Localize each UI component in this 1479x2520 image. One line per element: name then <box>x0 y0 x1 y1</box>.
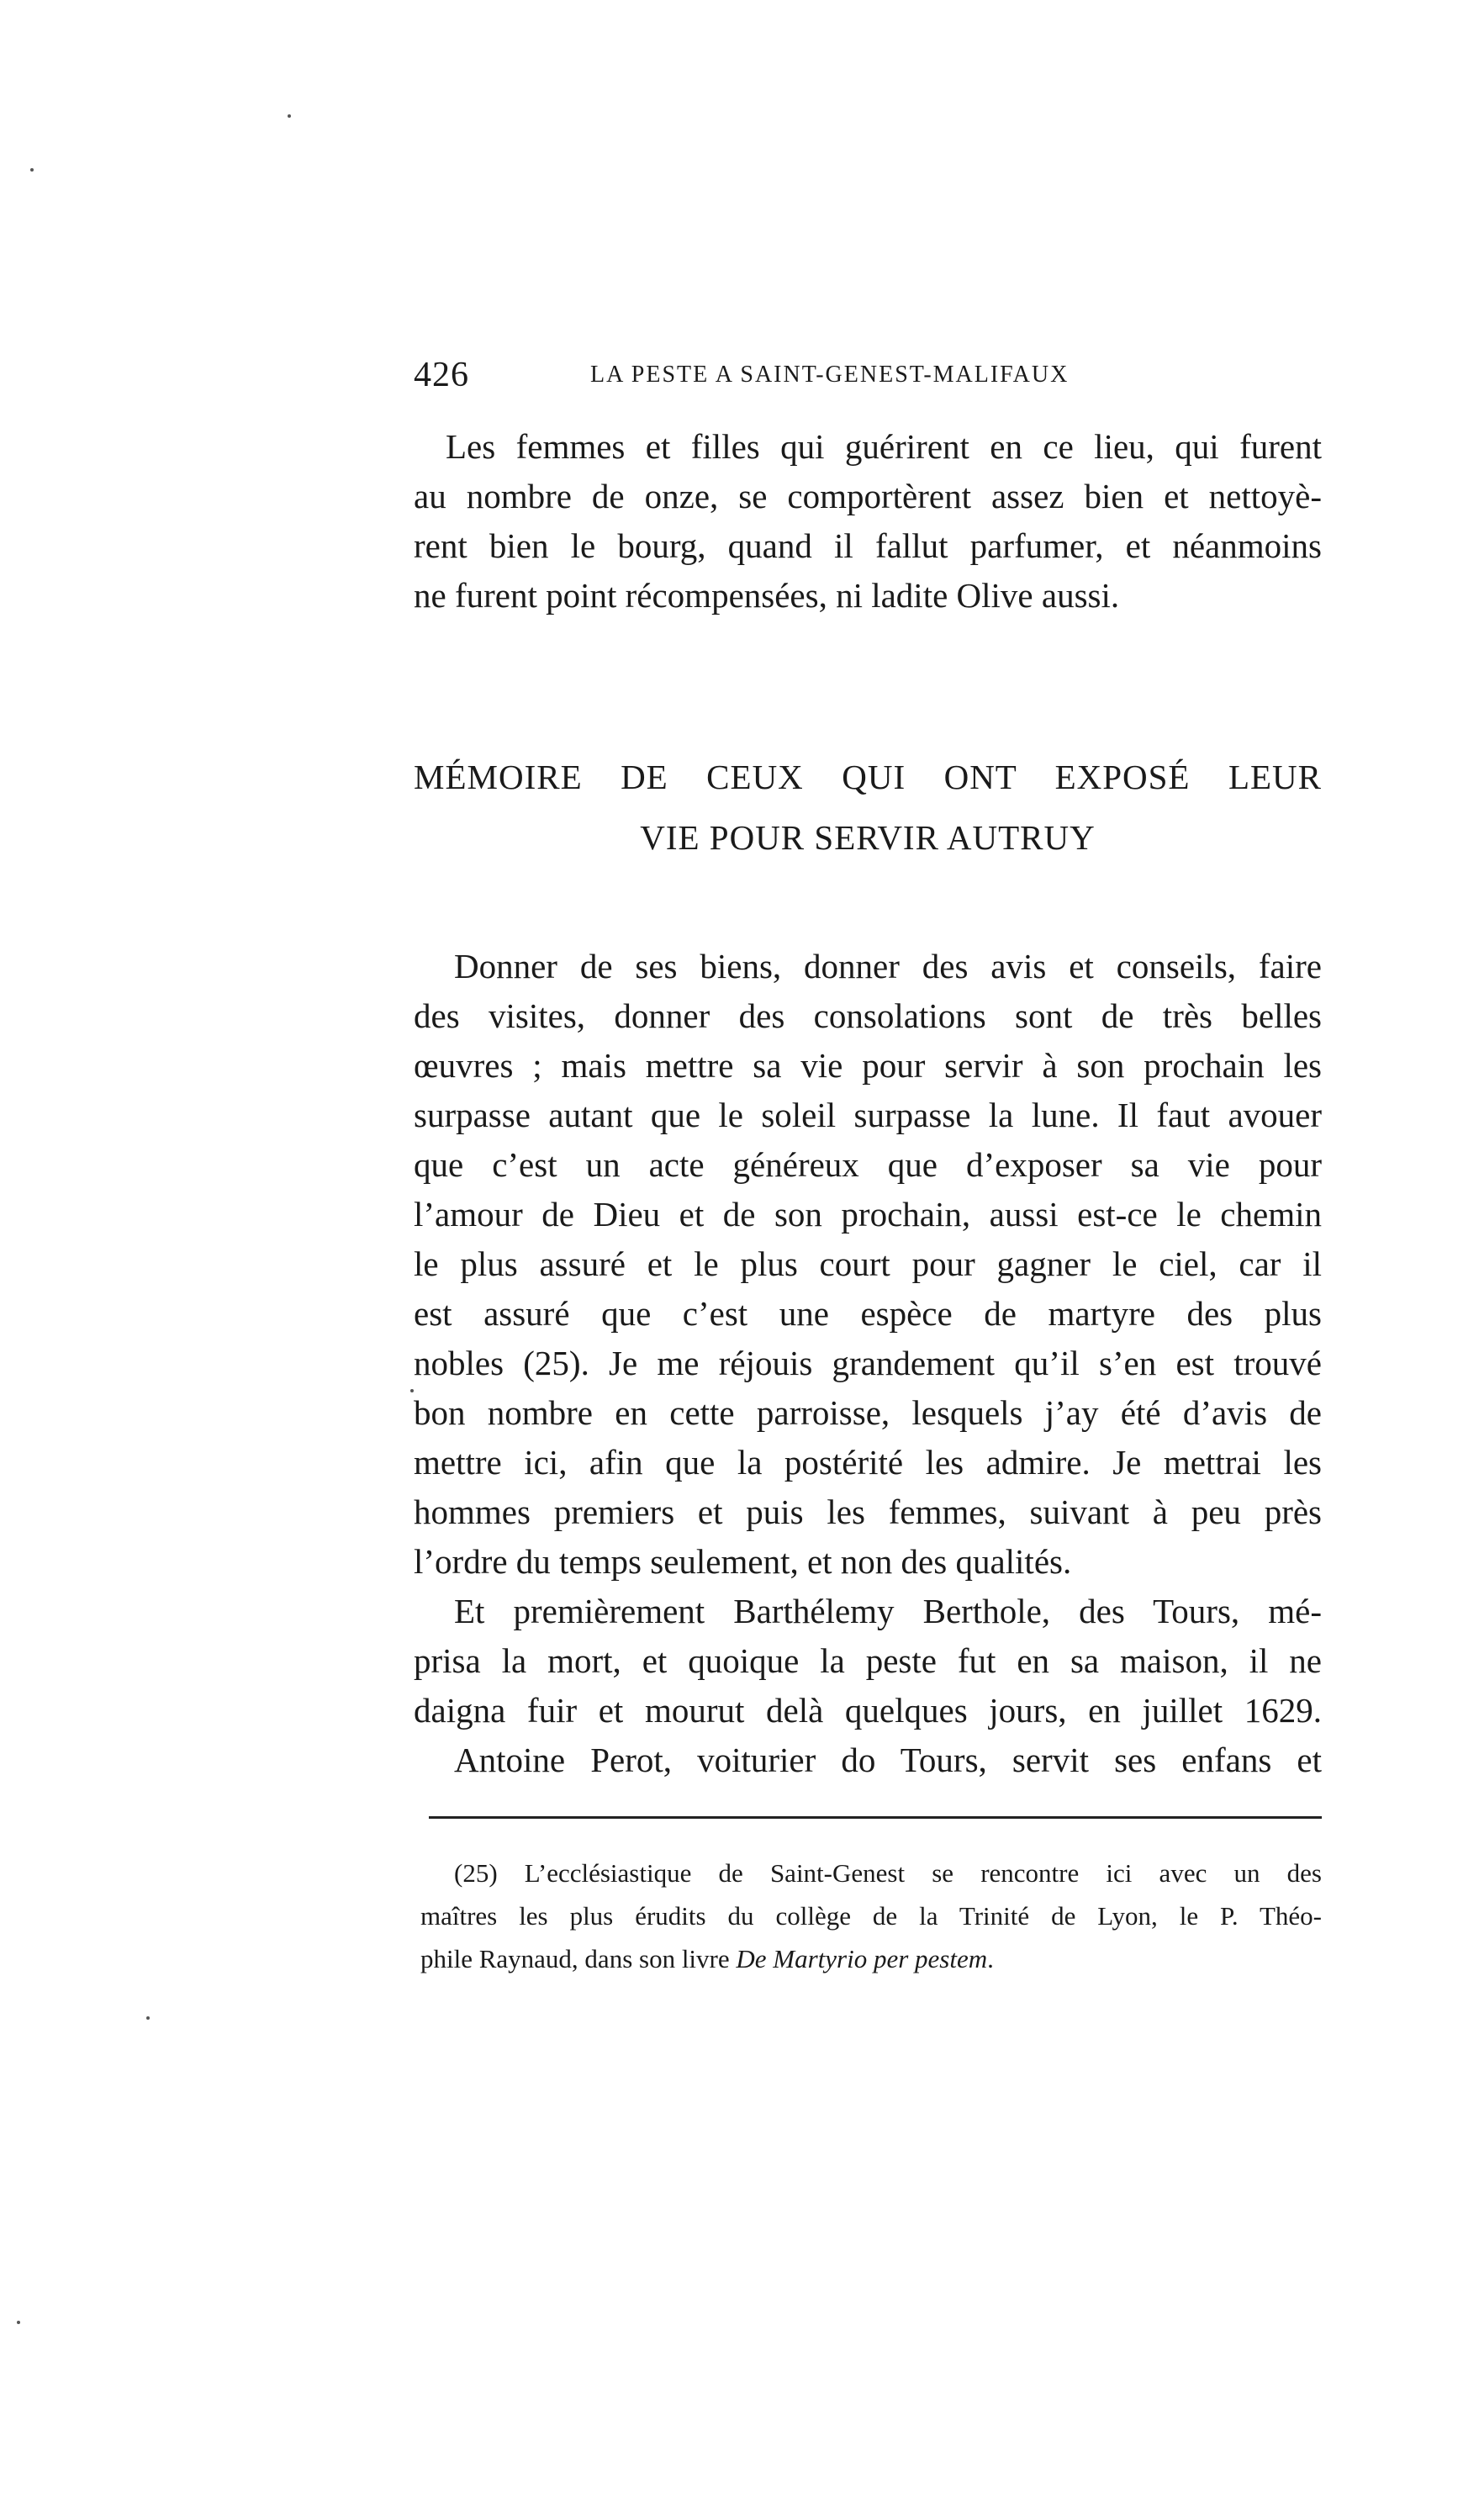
scan-speck <box>288 114 291 118</box>
text-line: l’amour de Dieu et de son prochain, aussi est-ce le chemin <box>414 1195 1322 1234</box>
intro-paragraph <box>414 422 1322 621</box>
text-line: des visites, donner des consolations sont de très belles <box>414 996 1322 1035</box>
footnote <box>420 1852 1322 1980</box>
text-line: est assuré que c’est une espèce de martyre des plus <box>414 1294 1322 1333</box>
section-heading-line: MÉMOIRE DE CEUX QUI ONT EXPOSÉ LEUR <box>414 758 1322 796</box>
text-line: au nombre de onze, se comportèrent assez bien et nettoyè- <box>414 477 1322 515</box>
paragraph-3 <box>414 1735 1322 1785</box>
text-line: Et premièrement Barthélemy Berthole, des Tours, mé- <box>454 1592 1322 1630</box>
text-line: ne furent point récompensées, ni ladite Olive aussi. <box>414 576 1120 615</box>
footnote-text: phile Raynaud, dans son livre <box>420 1944 737 1973</box>
text-line: le plus assuré et le plus court pour gagner le ciel, car il <box>414 1244 1322 1283</box>
scan-speck <box>410 1389 414 1392</box>
footnote-text: . <box>987 1944 994 1973</box>
text-line: Antoine Perot, voiturier do Tours, servit ses enfans et <box>454 1741 1322 1779</box>
text-line: l’ordre du temps seulement, et non des qualités. <box>414 1542 1072 1581</box>
text-line: daigna fuir et mourut delà quelques jours, en juillet 1629. <box>414 1691 1322 1730</box>
text-line: surpasse autant que le soleil surpasse la lune. Il faut avouer <box>414 1096 1322 1134</box>
text-line: que c’est un acte généreux que d’exposer sa vie pour <box>414 1145 1322 1184</box>
text-line: rent bien le bourg, quand il fallut parfumer, et néanmoins <box>414 526 1322 565</box>
page-number: 426 <box>414 356 469 394</box>
text-line: bon nombre en cette parroisse, lesquels j’ay été d’avis de <box>414 1393 1322 1432</box>
text-line: Donner de ses biens, donner des avis et conseils, faire <box>454 947 1322 985</box>
running-head <box>414 355 1322 405</box>
text-line: Les femmes et filles qui guérirent en ce lieu, qui furent <box>446 427 1322 466</box>
footnote-line <box>420 1937 1322 1980</box>
scan-speck <box>146 2016 150 2020</box>
scan-speck <box>30 168 34 172</box>
text-line: hommes premiers et puis les femmes, suivant à peu près <box>414 1492 1322 1531</box>
running-title: LA PESTE A SAINT-GENEST-MALIFAUX <box>590 362 1070 388</box>
book-title: De Martyrio per pestem <box>736 1944 988 1973</box>
paragraph-2 <box>414 1587 1322 1735</box>
footnote-line: maîtres les plus érudits du collège de la Trinité de Lyon, le P. Théo- <box>420 1901 1322 1931</box>
text-line: nobles (25). Je me réjouis grandement qu’il s’en est trouvé <box>414 1344 1322 1382</box>
text-line: mettre ici, afin que la postérité les admire. Je mettrai les <box>414 1443 1322 1482</box>
section-heading-line: VIE POUR SERVIR AUTRUY <box>640 818 1096 857</box>
footnote-line: (25) L’ecclésiastique de Saint-Genest se rencontre ici avec un des <box>454 1858 1322 1888</box>
section-heading <box>414 747 1322 868</box>
scan-speck <box>17 2321 20 2324</box>
paragraph-1 <box>414 942 1322 1587</box>
footnote-rule <box>429 1816 1322 1819</box>
text-line: œuvres ; mais mettre sa vie pour servir à son prochain les <box>414 1046 1322 1085</box>
text-line: prisa la mort, et quoique la peste fut en sa maison, il ne <box>414 1641 1322 1680</box>
